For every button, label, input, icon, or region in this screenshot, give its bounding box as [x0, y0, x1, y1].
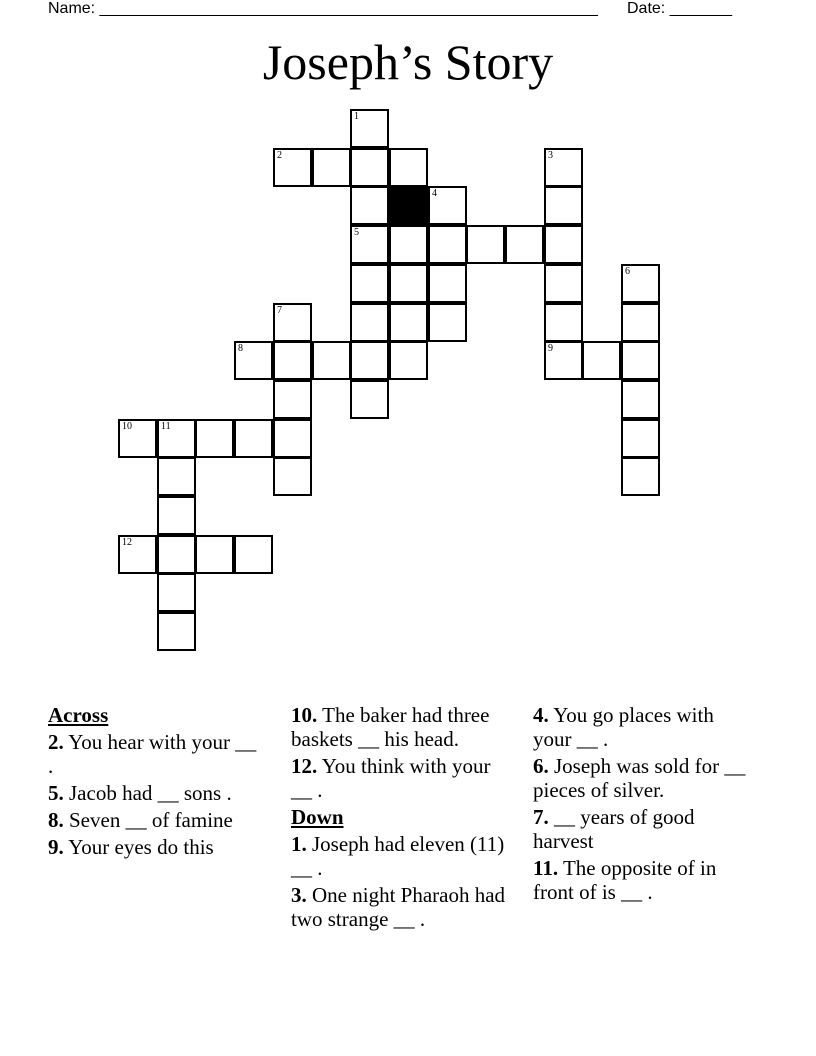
crossword-cell[interactable]: [350, 303, 389, 342]
crossword-cell[interactable]: [350, 341, 389, 380]
crossword-cell[interactable]: [118, 419, 157, 458]
clue-column-1: [48, 703, 258, 862]
clue-down-7: 7. __ years of good harvest: [533, 805, 695, 853]
crossword-cell[interactable]: [312, 148, 351, 187]
crossword-cell[interactable]: [389, 148, 428, 187]
crossword-cell[interactable]: [234, 341, 273, 380]
clue-column-2: [291, 703, 506, 934]
clue-across-8: 8. Seven __ of famine: [48, 808, 233, 832]
crossword-cell[interactable]: [273, 148, 312, 187]
cell-number: 7: [277, 305, 282, 316]
crossword-cell[interactable]: [505, 225, 544, 264]
crossword-cell[interactable]: [157, 457, 196, 496]
clue-across-10: 10. The baker had three baskets __ his head.: [291, 703, 490, 751]
crossword-cell[interactable]: [621, 457, 660, 496]
clue-down-3: 3. One night Pharaoh had two strange __ .: [291, 883, 506, 931]
crossword-cell[interactable]: [157, 496, 196, 535]
crossword-cell[interactable]: [350, 186, 389, 225]
crossword-cell[interactable]: [544, 225, 583, 264]
crossword-cell[interactable]: [350, 225, 389, 264]
name-field: Name: ________________________________________________________: [48, 0, 598, 17]
down-heading: Down: [291, 805, 344, 829]
crossword-cell[interactable]: [428, 186, 467, 225]
crossword-cell[interactable]: [273, 341, 312, 380]
crossword-cell[interactable]: [350, 264, 389, 303]
page-title: Joseph’s Story: [262, 34, 554, 90]
crossword-cell[interactable]: [621, 419, 660, 458]
crossword-cell[interactable]: [389, 303, 428, 342]
clue-down-4: 4. You go places with your __ .: [533, 703, 714, 751]
crossword-cell[interactable]: [157, 573, 196, 612]
crossword-cell[interactable]: [273, 419, 312, 458]
crossword-cell[interactable]: [234, 535, 273, 574]
clue-across-2: 2. You hear with your __ .: [48, 730, 257, 778]
crossword-cell[interactable]: [273, 380, 312, 419]
clue-down-1: 1. Joseph had eleven (11) __ .: [291, 832, 505, 880]
across-heading: Across: [48, 703, 109, 727]
cell-number: 4: [432, 188, 437, 199]
crossword-cell[interactable]: [428, 264, 467, 303]
crossword-cell[interactable]: [582, 341, 621, 380]
crossword-cell[interactable]: [389, 225, 428, 264]
cell-number: 5: [354, 227, 359, 238]
crossword-cell[interactable]: [312, 341, 351, 380]
crossword-cell[interactable]: [544, 148, 583, 187]
clue-across-5: 5. Jacob had __ sons .: [48, 781, 232, 805]
crossword-cell[interactable]: [273, 303, 312, 342]
cell-number: 3: [548, 150, 553, 161]
crossword-cell[interactable]: [350, 148, 389, 187]
date-field: Date: _______: [627, 0, 732, 17]
clue-across-9: 9. Your eyes do this: [48, 835, 214, 859]
crossword-cell[interactable]: [389, 341, 428, 380]
crossword-cell[interactable]: [195, 419, 234, 458]
clue-across-12: 12. You think with your __ .: [291, 754, 491, 802]
crossword-cell[interactable]: [428, 303, 467, 342]
crossword-cell[interactable]: [195, 535, 234, 574]
crossword-cell[interactable]: [273, 457, 312, 496]
crossword-cell[interactable]: [621, 341, 660, 380]
crossword-cell[interactable]: [157, 612, 196, 651]
crossword-cell[interactable]: [621, 303, 660, 342]
clue-column-3: [533, 703, 753, 907]
crossword-cell[interactable]: [544, 264, 583, 303]
cell-number: 2: [277, 150, 282, 161]
crossword-cell[interactable]: [157, 535, 196, 574]
cell-number: 12: [122, 537, 132, 548]
crossword-cell[interactable]: [157, 419, 196, 458]
crossword-cell[interactable]: [621, 264, 660, 303]
crossword-cell[interactable]: [350, 109, 389, 148]
black-square: [389, 186, 428, 225]
crossword-cell[interactable]: [234, 419, 273, 458]
cell-number: 9: [548, 343, 553, 354]
cell-number: 1: [354, 111, 359, 122]
clue-down-6: 6. Joseph was sold for __ pieces of silver.: [533, 754, 746, 802]
crossword-cell[interactable]: [466, 225, 505, 264]
clue-down-11: 11. The opposite of in front of is __ .: [533, 856, 717, 904]
cell-number: 8: [238, 343, 243, 354]
cell-number: 11: [161, 421, 171, 432]
crossword-cell[interactable]: [621, 380, 660, 419]
crossword-cell[interactable]: [350, 380, 389, 419]
cell-number: 6: [625, 266, 630, 277]
crossword-cell[interactable]: [118, 535, 157, 574]
crossword-cell[interactable]: [544, 303, 583, 342]
cell-number: 10: [122, 421, 132, 432]
crossword-cell[interactable]: [544, 186, 583, 225]
crossword-cell[interactable]: [428, 225, 467, 264]
crossword-cell[interactable]: [544, 341, 583, 380]
crossword-cell[interactable]: [389, 264, 428, 303]
